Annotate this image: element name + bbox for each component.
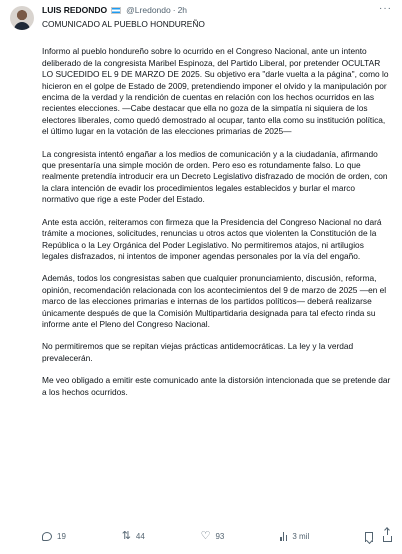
retweet-count: 44 (135, 532, 145, 541)
post-paragraph-6: Me veo obligado a emitir este comunicado ante la distorsión intencionada que se pretende dar a los hechos ocurridos. (42, 375, 391, 397)
post-title: COMUNICADO AL PUEBLO HONDUREÑO (42, 19, 205, 29)
avatar[interactable] (10, 6, 34, 30)
tweet-header (42, 3, 392, 17)
separator-dot: · (172, 5, 176, 15)
bookmark-icon[interactable] (365, 532, 373, 542)
share-icon[interactable] (383, 536, 392, 542)
reply-count: 19 (57, 532, 66, 541)
like-count: 93 (215, 532, 225, 541)
post-paragraph-4: Además, todos los congresistas saben que cualquier pronunciamiento, discusión, reforma, opinión, recomendación relacionada con los acontecimientos del 9 de marzo de 2025 —en el marco de las elecciones primarias e internas de los partidos políticos— deberá realizarse únicamente después de que la Comisión Multipartidaria designada para tal efecto rinda su informe ante el Pleno del Congreso Nacional. (42, 273, 387, 329)
views-icon (280, 532, 287, 541)
right-actions (365, 532, 392, 542)
post-paragraph-3: Ante esta acción, reiteramos con firmeza que la Presidencia del Congreso Nacional no dará trámite a mociones, solicitudes, renuncias u otros actos que violenten la Constitución de la República o la Ley Orgánica del Poder Legislativo. No permitiremos atajos, ni artilugios legales disfrazados, ni intentos de imponer agendas personales por la vía del engaño. (42, 216, 382, 261)
reply-button[interactable] (42, 532, 66, 541)
reply-icon (42, 532, 52, 541)
like-icon: ♡ (200, 530, 211, 542)
more-icon[interactable]: ··· (379, 3, 392, 14)
retweet-button[interactable] (122, 531, 145, 542)
retweet-icon: ⇅ (121, 530, 131, 542)
action-bar (42, 531, 392, 542)
post-paragraph-2: La congresista intentó engañar a los medios de comunicación y a la ciudadanía, afirmando que presentaría una simple moción de orden. Pero eso es rotundamente falso. Lo que realmente pretendía introducir era un Decreto Legislativo disfrazado de moción de orden, con la clara intención de evadir los procedimientos legales establecidos y burlar el marco normativo que rige a este Poder del Estado. (42, 148, 388, 205)
post-paragraph-1: Informo al pueblo hondureño sobre lo ocurrido en el Congreso Nacional, ante un intento deliberado de la congresista Maribel Espinoza, del Partido Liberal, por pretender OCULTAR LO SUCEDIDO EL 9 DE MARZO DE 2025. Su objetivo era "darle vuelta a la página", como lo hicieron en el golpe de Estado de 2009, pretendiendo imponer el olvido y la manipulación por encima de la verdad y la rendición de cuentas en relación con los hechos ocurridos en las recientes elecciones. —Cabe destacar que ella no goza de la simpatía ni siquiera de los electores liberales, como quedó demostrado al ocupar, tanto ella como su institución política, el último lugar en la votación de las elecciones primarias de 2025— (42, 46, 389, 137)
author-handle[interactable]: @Lredondo (126, 5, 171, 15)
author-name[interactable]: LUIS REDONDO (42, 5, 108, 15)
like-button[interactable] (201, 531, 225, 542)
views-count: 3 mil (292, 532, 310, 541)
tweet-content (42, 3, 392, 398)
views-button[interactable] (280, 532, 309, 541)
post-time[interactable]: 2h (177, 5, 188, 15)
honduras-flag-icon (111, 7, 121, 14)
post-paragraph-5: No permitiremos que se repitan viejas prácticas antidemocráticas. La ley y la verdad prevalecerán. (42, 341, 354, 363)
